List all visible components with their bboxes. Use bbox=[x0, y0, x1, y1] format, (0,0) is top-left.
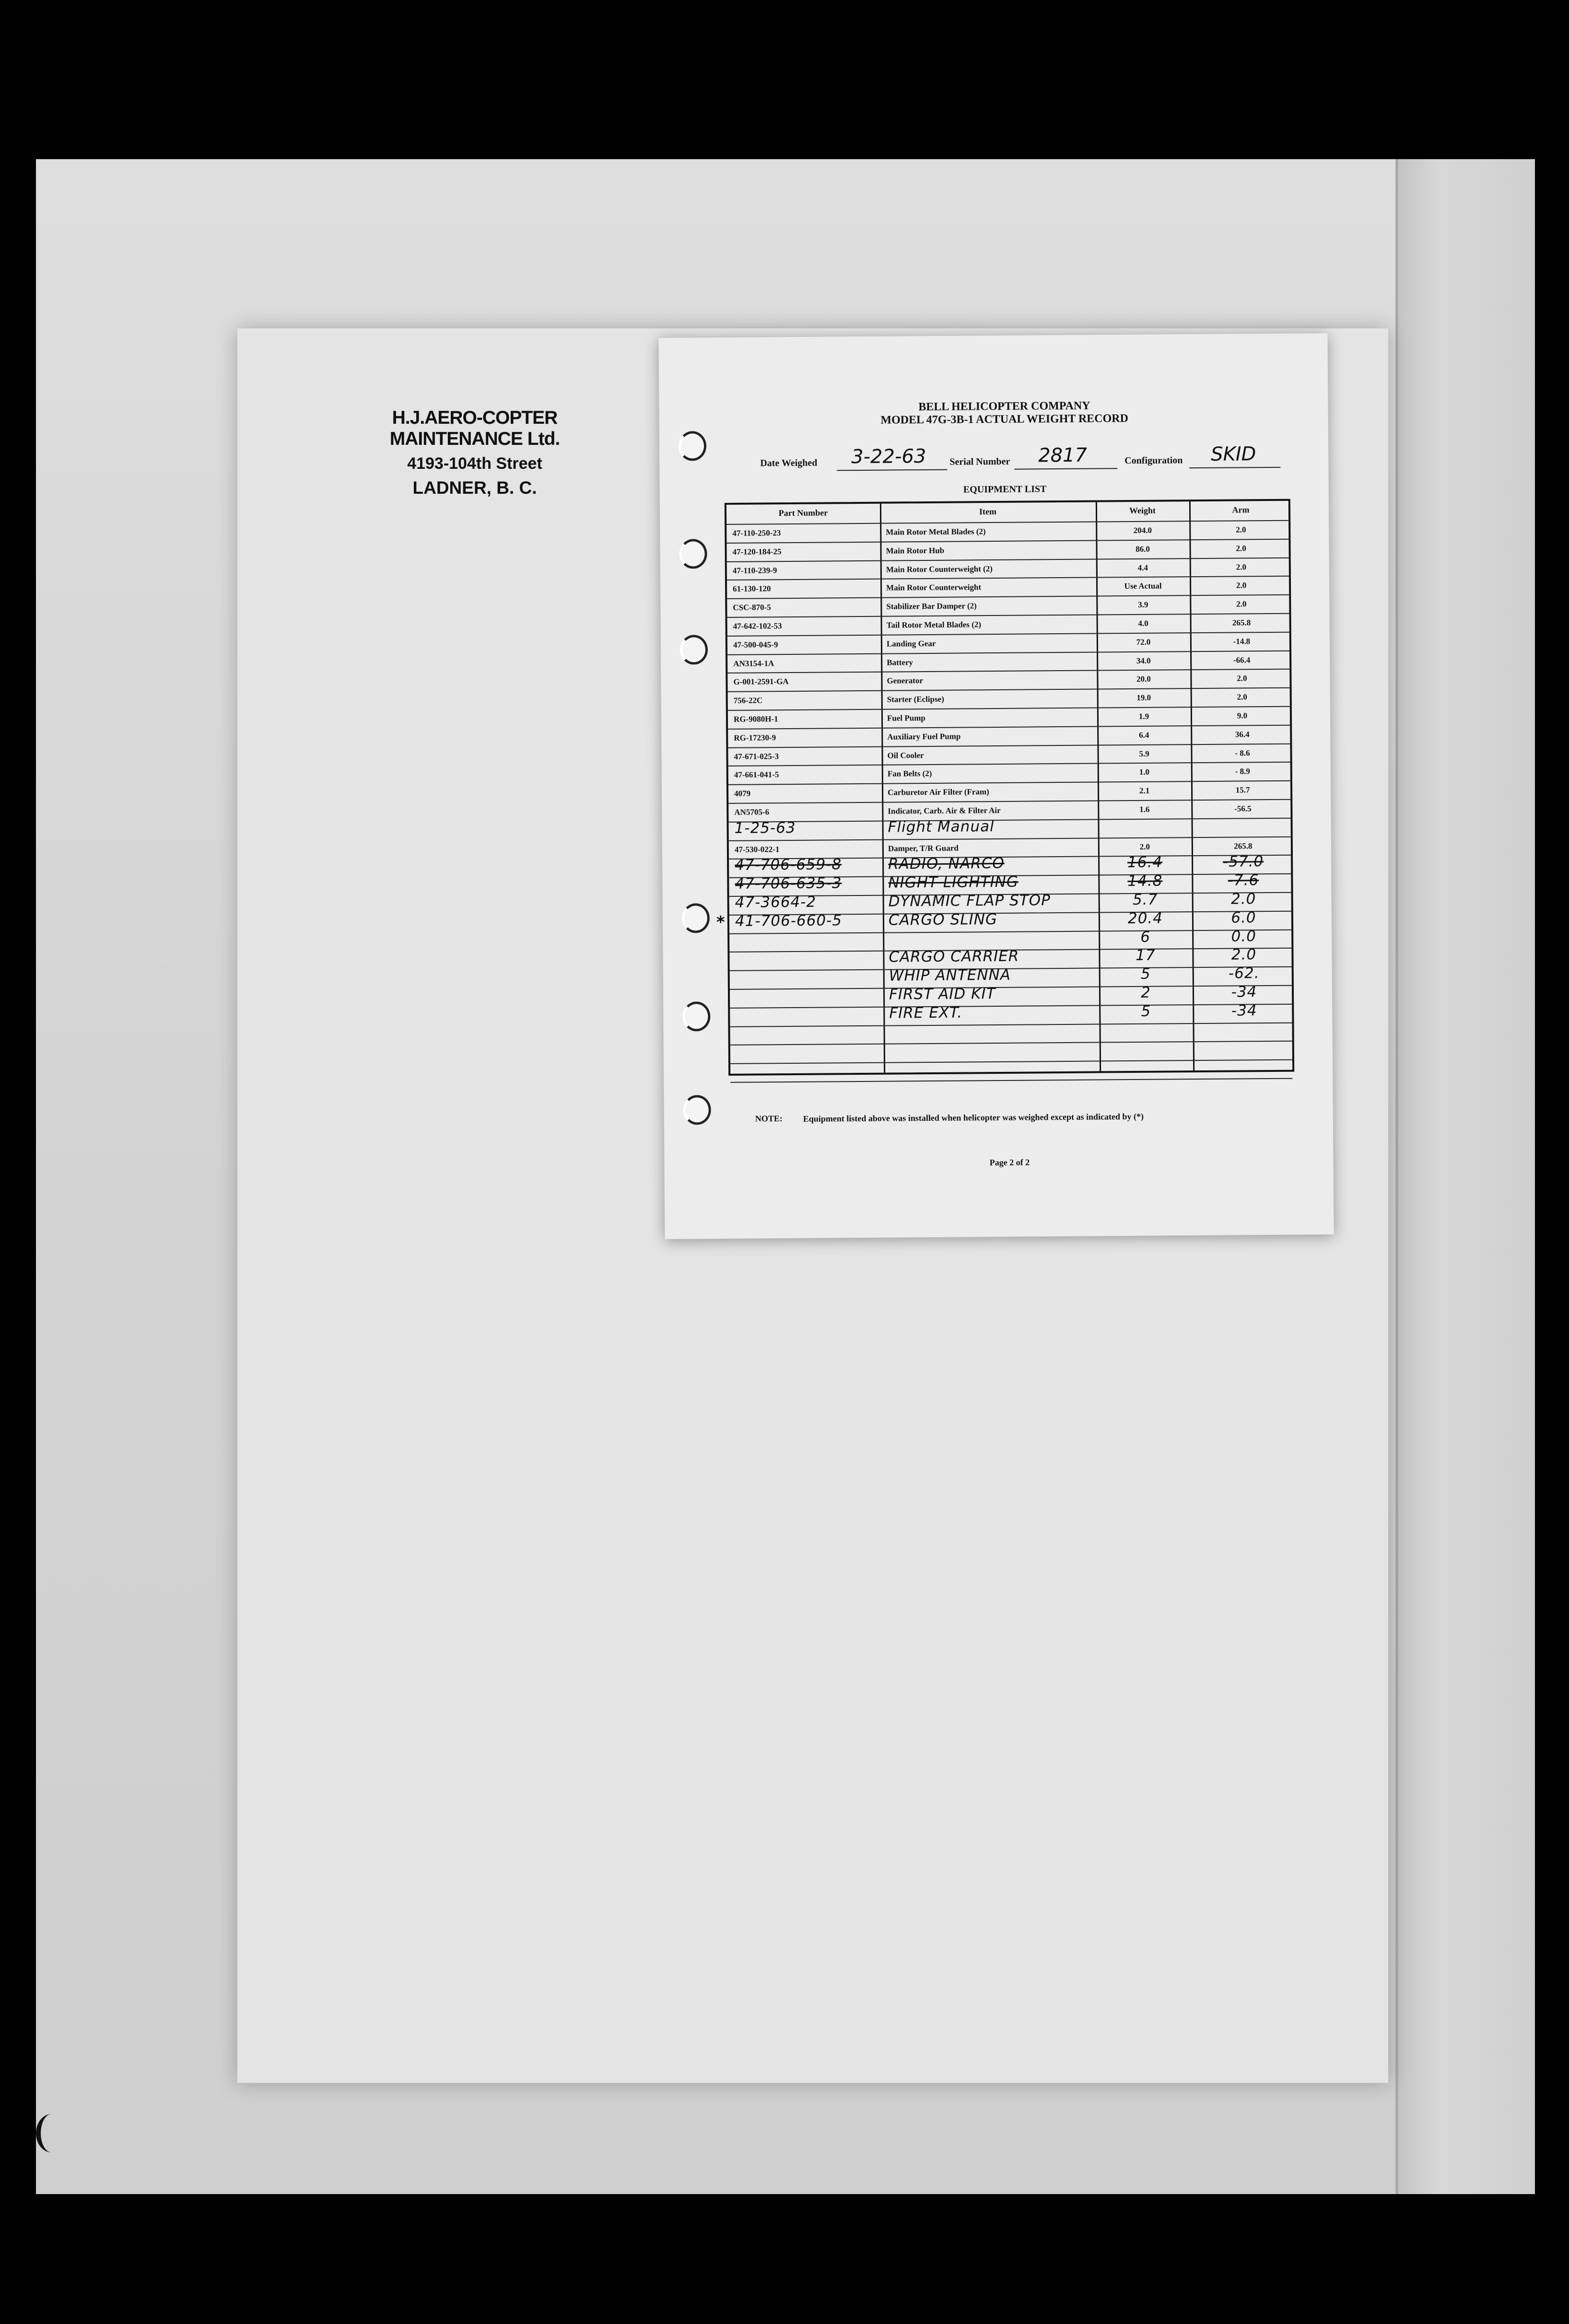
table-cell-item: RADIO, NARCO bbox=[888, 855, 1005, 873]
table-cell-arm: - 8.6 bbox=[1235, 748, 1250, 758]
serial-number-value: 2817 bbox=[1038, 444, 1088, 467]
table-cell-weight: 86.0 bbox=[1136, 544, 1150, 554]
row-divider bbox=[726, 520, 1288, 525]
table-cell-part bbox=[735, 930, 879, 931]
table-cell-weight: 3.9 bbox=[1138, 600, 1148, 610]
table-cell-weight: 2.0 bbox=[1139, 842, 1150, 851]
record-company-name: BELL HELICOPTER COMPANY bbox=[918, 399, 1090, 414]
serial-number-label: Serial Number bbox=[949, 456, 1010, 467]
row-divider bbox=[729, 836, 1291, 841]
record-header bbox=[851, 399, 1158, 427]
table-cell-arm: 6.0 bbox=[1231, 909, 1256, 927]
row-divider bbox=[727, 613, 1289, 618]
binder-strip bbox=[1395, 159, 1535, 2194]
row-divider bbox=[727, 650, 1289, 655]
page-number: Page 2 of 2 bbox=[989, 1157, 1030, 1168]
table-cell-part bbox=[736, 967, 879, 968]
table-cell-arm: -14.8 bbox=[1233, 637, 1251, 646]
table-cell-item: Main Rotor Counterweight bbox=[886, 582, 982, 593]
table-cell-weight: 1.9 bbox=[1138, 711, 1149, 721]
table-cell-item: Damper, T/R Guard bbox=[888, 843, 959, 853]
table-cell-item: CARGO SLING bbox=[888, 910, 998, 929]
table-cell-weight: 17 bbox=[1136, 947, 1156, 964]
table-cell-part: 41-706-660-5 bbox=[735, 912, 843, 930]
table-cell-arm: -34 bbox=[1231, 1002, 1257, 1020]
table-cell-arm: 15.7 bbox=[1235, 785, 1250, 795]
row-divider bbox=[727, 557, 1289, 562]
row-divider bbox=[730, 1041, 1292, 1046]
table-cell-item: Main Rotor Counterweight (2) bbox=[886, 564, 993, 574]
table-cell-weight: 5.7 bbox=[1132, 891, 1158, 909]
table-cell-arm: 2.0 bbox=[1236, 525, 1246, 535]
table-cell-arm bbox=[1191, 815, 1294, 816]
table-cell-weight: 1.6 bbox=[1139, 804, 1150, 814]
header-weight: Weight bbox=[1129, 505, 1156, 516]
punch-hole bbox=[682, 1001, 710, 1031]
table-cell-item: DYNAMIC FLAP STOP bbox=[888, 892, 1051, 910]
table-cell-item: Starter (Eclipse) bbox=[887, 694, 944, 704]
date-underline bbox=[837, 469, 947, 471]
row-divider bbox=[727, 576, 1289, 581]
table-cell-part: 47-110-239-9 bbox=[732, 565, 777, 575]
table-cell-arm: 2.0 bbox=[1236, 599, 1247, 609]
table-cell-item: Flight Manual bbox=[888, 817, 995, 836]
row-divider bbox=[730, 1078, 1292, 1083]
table-cell-part: 47-120-184-25 bbox=[732, 546, 782, 557]
table-cell-item: Tail Rotor Metal Blades (2) bbox=[886, 620, 982, 630]
record-note bbox=[755, 1110, 1283, 1124]
table-cell-weight: 5 bbox=[1140, 965, 1151, 983]
table-cell-weight: 204.0 bbox=[1133, 525, 1152, 535]
config-underline bbox=[1189, 467, 1280, 468]
table-cell-weight: 34.0 bbox=[1136, 656, 1151, 665]
table-cell-arm: 265.8 bbox=[1234, 841, 1253, 851]
table-cell-arm: 2.0 bbox=[1237, 692, 1247, 702]
table-cell-weight: 4.0 bbox=[1138, 618, 1148, 628]
table-cell-part: 61-130-120 bbox=[733, 584, 771, 594]
table-cell-part: RG-9080H-1 bbox=[733, 714, 778, 724]
row-divider bbox=[728, 799, 1290, 804]
record-info-line bbox=[760, 443, 1283, 469]
weight-record-sheet bbox=[658, 333, 1334, 1239]
punch-hole bbox=[682, 903, 710, 933]
row-divider bbox=[727, 669, 1289, 674]
table-cell-arm: -66.4 bbox=[1233, 655, 1251, 665]
table-cell-part: 47-110-250-23 bbox=[732, 528, 781, 538]
row-divider bbox=[727, 632, 1289, 637]
configuration-value: SKID bbox=[1211, 443, 1256, 465]
punch-hole bbox=[679, 539, 707, 569]
table-cell-arm: -7.6 bbox=[1228, 872, 1259, 889]
letterhead bbox=[331, 407, 619, 498]
column-divider bbox=[880, 504, 885, 1073]
note-label: NOTE: bbox=[755, 1114, 783, 1124]
row-divider bbox=[728, 687, 1290, 692]
row-divider bbox=[727, 594, 1289, 599]
table-cell-item: Fuel Pump bbox=[887, 713, 925, 723]
letterhead-company: H.J.AERO-COPTER MAINTENANCE Ltd. bbox=[389, 407, 560, 449]
table-cell-part bbox=[735, 949, 879, 950]
table-cell-part: 47-706-659-8 bbox=[735, 856, 842, 874]
table-cell-item: Battery bbox=[887, 657, 913, 667]
table-cell-arm: 2.0 bbox=[1236, 544, 1246, 553]
table-cell-part: 47-642-102-53 bbox=[733, 621, 782, 631]
table-cell-weight: 19.0 bbox=[1136, 693, 1151, 703]
table-cell-weight: 14.8 bbox=[1127, 872, 1163, 890]
table-cell-part bbox=[736, 1005, 879, 1006]
table-cell-weight: 5 bbox=[1141, 1002, 1151, 1020]
table-cell-item: Indicator, Carb. Air & Filter Air bbox=[888, 805, 1001, 816]
table-cell-weight: 1.0 bbox=[1139, 767, 1149, 777]
table-cell-item: CARGO CARRIER bbox=[889, 948, 1019, 966]
letterhead-street: 4193-104th Street bbox=[407, 454, 542, 473]
table-cell-weight: 2.1 bbox=[1139, 786, 1150, 796]
table-cell-part: 47-706-635-3 bbox=[735, 874, 842, 893]
table-cell-part bbox=[736, 986, 879, 987]
punch-hole bbox=[683, 1095, 711, 1125]
table-cell-arm: -57.0 bbox=[1222, 853, 1264, 871]
table-cell-part: RG-17230-9 bbox=[734, 733, 776, 743]
note-text: Equipment listed above was installed when helicopter was weighed except as indicated by (*) bbox=[803, 1111, 1144, 1124]
table-cell-item: Generator bbox=[887, 676, 924, 686]
table-cell-item: Stabilizer Bar Damper (2) bbox=[886, 601, 977, 611]
table-cell-arm: 0.0 bbox=[1231, 927, 1256, 945]
table-cell-item: Oil Cooler bbox=[887, 750, 924, 760]
table-cell-item: NIGHT LIGHTING bbox=[888, 873, 1019, 892]
table-cell-weight: 20.4 bbox=[1127, 909, 1163, 927]
table-cell-part: 47-661-041-5 bbox=[734, 770, 779, 780]
table-cell-weight: 4.4 bbox=[1137, 563, 1148, 572]
date-weighed-value: 3-22-63 bbox=[851, 445, 926, 468]
date-weighed-label: Date Weighed bbox=[760, 457, 818, 469]
scan-corner-mark bbox=[36, 2114, 67, 2152]
table-cell-arm: 2.0 bbox=[1231, 946, 1257, 964]
table-cell-item: Fan Belts (2) bbox=[887, 769, 932, 779]
configuration-label: Configuration bbox=[1124, 455, 1183, 466]
table-cell-weight: 5.9 bbox=[1139, 749, 1149, 758]
row-divider bbox=[728, 725, 1290, 730]
table-cell-weight: 6.4 bbox=[1139, 730, 1149, 740]
table-cell-item: FIRE EXT. bbox=[889, 1004, 963, 1022]
row-divider bbox=[730, 1059, 1292, 1064]
table-cell-arm: -56.5 bbox=[1234, 804, 1252, 813]
table-cell-part: AN5705-6 bbox=[734, 807, 770, 817]
header-part-number: Part Number bbox=[778, 508, 828, 518]
row-divider bbox=[728, 743, 1290, 748]
table-cell-weight: 20.0 bbox=[1136, 674, 1151, 684]
equipment-list-title: EQUIPMENT LIST bbox=[963, 484, 1047, 495]
table-cell-part: 47-671-025-3 bbox=[734, 751, 779, 761]
punch-hole bbox=[680, 635, 708, 664]
table-cell-weight: Use Actual bbox=[1124, 581, 1162, 591]
table-cell-part: AN3154-1A bbox=[733, 658, 774, 668]
table-cell-weight: 16.4 bbox=[1127, 853, 1163, 872]
table-cell-item: Landing Gear bbox=[886, 639, 936, 649]
table-cell-weight: 72.0 bbox=[1136, 637, 1151, 647]
row-divider bbox=[728, 706, 1290, 711]
table-cell-item bbox=[889, 929, 1095, 930]
record-subtitle: MODEL 47G-3B-1 ACTUAL WEIGHT RECORD bbox=[880, 412, 1129, 427]
table-cell-part: CSC-870-5 bbox=[733, 603, 771, 613]
header-arm: Arm bbox=[1232, 505, 1250, 515]
row-divider bbox=[730, 1022, 1292, 1027]
row-divider bbox=[726, 539, 1288, 544]
serial-underline bbox=[1014, 468, 1117, 470]
table-cell-arm: 265.8 bbox=[1232, 618, 1251, 627]
table-cell-part: 47-3664-2 bbox=[735, 893, 817, 911]
table-cell-item: Main Rotor Hub bbox=[886, 546, 945, 556]
equipment-table bbox=[725, 499, 1294, 1076]
table-cell-arm: 2.0 bbox=[1236, 562, 1247, 572]
table-cell-part: 1-25-63 bbox=[734, 819, 796, 837]
table-cell-item: Carburetor Air Filter (Fram) bbox=[888, 787, 989, 797]
table-cell-part: 47-500-045-9 bbox=[733, 639, 778, 650]
table-cell-weight: 6 bbox=[1140, 928, 1151, 946]
row-divider bbox=[728, 780, 1290, 785]
table-cell-weight bbox=[1098, 816, 1191, 817]
table-cell-arm: 9.0 bbox=[1237, 711, 1248, 720]
table-cell-arm: - 8.9 bbox=[1235, 767, 1250, 776]
table-cell-arm: 36.4 bbox=[1235, 730, 1250, 739]
table-cell-item: Main Rotor Metal Blades (2) bbox=[886, 527, 986, 537]
row-divider bbox=[728, 762, 1290, 767]
table-cell-arm: 2.0 bbox=[1236, 581, 1247, 590]
header-item: Item bbox=[979, 506, 997, 517]
table-cell-item: Auxiliary Fuel Pump bbox=[887, 732, 961, 742]
table-cell-item: WHIP ANTENNA bbox=[889, 966, 1011, 985]
table-cell-arm: -62. bbox=[1228, 964, 1260, 982]
table-cell-weight: 2 bbox=[1141, 984, 1151, 1001]
table-cell-part: 756-22C bbox=[733, 696, 763, 706]
table-cell-item: FIRST AID KIT bbox=[889, 985, 996, 1003]
table-cell-arm: -34 bbox=[1231, 983, 1257, 1001]
punch-hole bbox=[679, 431, 706, 461]
letterhead-city: LADNER, B. C. bbox=[412, 478, 537, 498]
row-lines bbox=[726, 501, 1288, 505]
asterisk-mark: * bbox=[716, 912, 725, 932]
table-cell-part: G-001-2591-GA bbox=[733, 677, 789, 687]
table-cell-arm: 2.0 bbox=[1237, 674, 1247, 683]
table-cell-part: 47-530-022-1 bbox=[734, 844, 780, 854]
table-cell-part: 4079 bbox=[734, 789, 751, 799]
table-cell-arm: 2.0 bbox=[1230, 890, 1256, 908]
